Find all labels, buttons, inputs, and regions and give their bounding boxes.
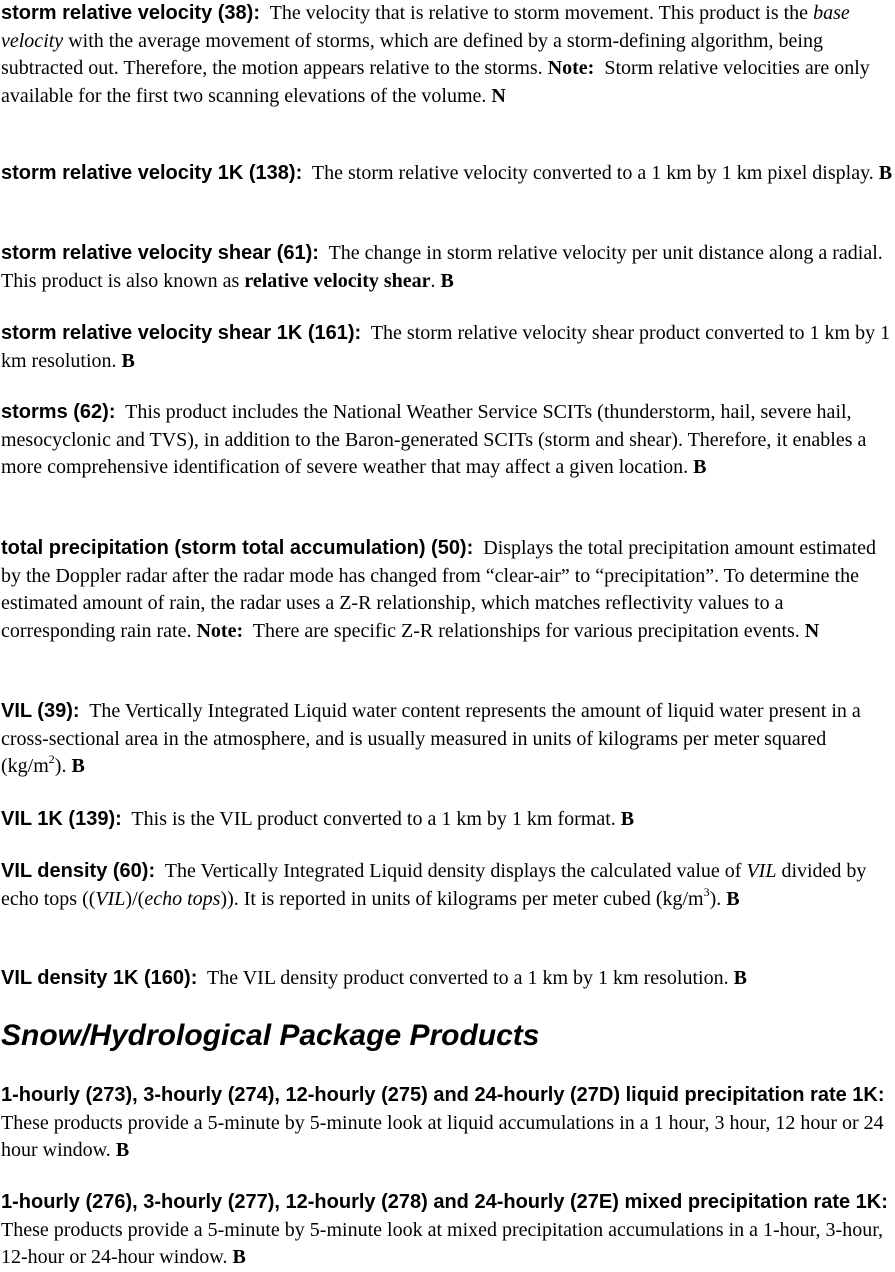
glossary-entry-mixed-precipitation-rate-1k <box>1 1189 895 1272</box>
glossary-entry-storm-relative-velocity <box>1 0 895 110</box>
entry-emphasis: base velocity <box>1 2 850 52</box>
glossary-entry-storm-relative-velocity-shear <box>1 240 895 295</box>
entry-text: The change in storm relative velocity per unit distance along a radial. This product is also known as <box>1 242 883 292</box>
glossary-entry-storms <box>1 399 895 482</box>
availability-code: B <box>726 887 740 910</box>
entry-text: This is the VIL product converted to a 1 km by 1 km format. <box>131 808 621 830</box>
availability-code: B <box>232 1246 246 1268</box>
availability-code: B <box>115 1139 130 1161</box>
glossary-entry-vil-density-1k <box>1 965 895 993</box>
entry-term: VIL density 1K (160): <box>1 967 198 989</box>
entry-term: storm relative velocity shear 1K (161): <box>1 322 362 344</box>
entry-term: storm relative velocity 1K (138): <box>1 162 303 184</box>
entry-text: The VIL density product converted to a 1 km by 1 km resolution. <box>207 967 734 989</box>
availability-code: B <box>620 808 635 830</box>
entry-text: This product includes the National Weather Service SCITs (thunderstorm, hail, severe hail, mesocyclonic and TVS), in addition to the Baron-generated SCITs (storm and shear). Therefore, it enables a more comprehensive identification of severe weather that may affect a given location. <box>1 401 867 478</box>
availability-code: B <box>693 456 707 478</box>
entry-text: ). <box>709 887 727 910</box>
entry-emphasis: VIL <box>746 860 777 882</box>
availability-code: B <box>878 162 893 184</box>
glossary-entry-storm-relative-velocity-shear-1k <box>1 320 895 375</box>
entry-text: The Vertically Integrated Liquid water content represents the amount of liquid water present in a cross-sectional area in the atmosphere, and is usually measured in units of kilograms per meter squared (kg/m <box>1 700 861 777</box>
entry-text: . <box>430 269 441 292</box>
entry-emphasis: echo tops <box>144 887 221 910</box>
availability-code: N <box>804 619 820 642</box>
entry-text: with the average movement of storms, which are defined by a storm-defining algorithm, being subtracted out. Therefore, the motion appears relative to the storms. <box>1 29 823 79</box>
entry-term: VIL (39): <box>1 700 80 722</box>
availability-code: B <box>71 755 85 777</box>
entry-text: Displays the total precipitation amount estimated by the Doppler radar after the radar mode has changed from “clear-air” to “precipitation”. To determine the estimated amount of rain, the radar uses a Z-R relationship, which matches reflectivity values to a corresponding rain rate. <box>1 537 876 642</box>
glossary-entry-total-precipitation <box>1 535 895 645</box>
glossary-entry-liquid-precipitation-rate-1k <box>1 1082 895 1165</box>
entry-text: There are specific Z-R relationships for various precipitation events. <box>252 619 805 642</box>
entry-term: storm relative velocity (38): <box>1 2 260 24</box>
superscript: 2 <box>48 752 55 767</box>
entry-term: VIL 1K (139): <box>1 808 122 830</box>
entry-term: 1-hourly (276), 3-hourly (277), 12-hourly (278) and 24-hourly (27E) mixed precipitation rate 1K: <box>1 1191 888 1213</box>
entry-term: 1-hourly (273), 3-hourly (274), 12-hourly (275) and 24-hourly (27D) liquid precipitation rate 1K: <box>1 1084 885 1106</box>
entry-term: storm relative velocity shear (61): <box>1 242 319 264</box>
note-label: Note: <box>196 619 244 642</box>
availability-code: N <box>491 84 506 107</box>
entry-term: storms (62): <box>1 401 116 423</box>
entry-text: The storm relative velocity shear product converted to 1 km by 1 km resolution. <box>1 322 891 372</box>
entry-text: The Vertically Integrated Liquid density displays the calculated value of <box>164 860 747 882</box>
entry-text: These products provide a 5-minute by 5-minute look at liquid accumulations in a 1 hour, 3 hour, 12 hour or 24 hour window. <box>1 1111 884 1161</box>
availability-code: B <box>121 349 135 372</box>
availability-code: B <box>440 269 454 292</box>
entry-text: These products provide a 5-minute by 5-minute look at mixed precipitation accumulations in a 1-hour, 3-hour, 12-hour or 24-hour window. <box>1 1218 884 1268</box>
entry-text: ). <box>54 755 72 777</box>
availability-code: B <box>733 967 747 989</box>
glossary-entry-storm-relative-velocity-1k <box>1 160 895 188</box>
entry-text: )). It is reported in units of kilograms per meter cubed (kg/m <box>220 887 704 910</box>
entry-text: The velocity that is relative to storm movement. This product is the <box>269 2 814 24</box>
entry-bold-term: relative velocity shear <box>244 269 431 292</box>
entry-text: The storm relative velocity converted to a 1 km by 1 km pixel display. <box>311 162 879 184</box>
superscript: 3 <box>703 884 710 899</box>
section-heading: Snow/Hydrological Package Products <box>1 1019 540 1052</box>
entry-text: divided by echo tops (( <box>1 860 867 910</box>
entry-term: VIL density (60): <box>1 860 156 882</box>
note-label: Note: <box>547 57 595 79</box>
entry-term: total precipitation (storm total accumulation) (50): <box>1 537 474 559</box>
glossary-entry-vil <box>1 698 895 781</box>
glossary-entry-vil-1k <box>1 806 895 834</box>
entry-text: Storm relative velocities are only available for the first two scanning elevations of the volume. <box>1 57 870 107</box>
entry-emphasis: VIL <box>95 887 126 910</box>
glossary-entry-vil-density <box>1 858 895 913</box>
entry-text: )/( <box>125 887 145 910</box>
